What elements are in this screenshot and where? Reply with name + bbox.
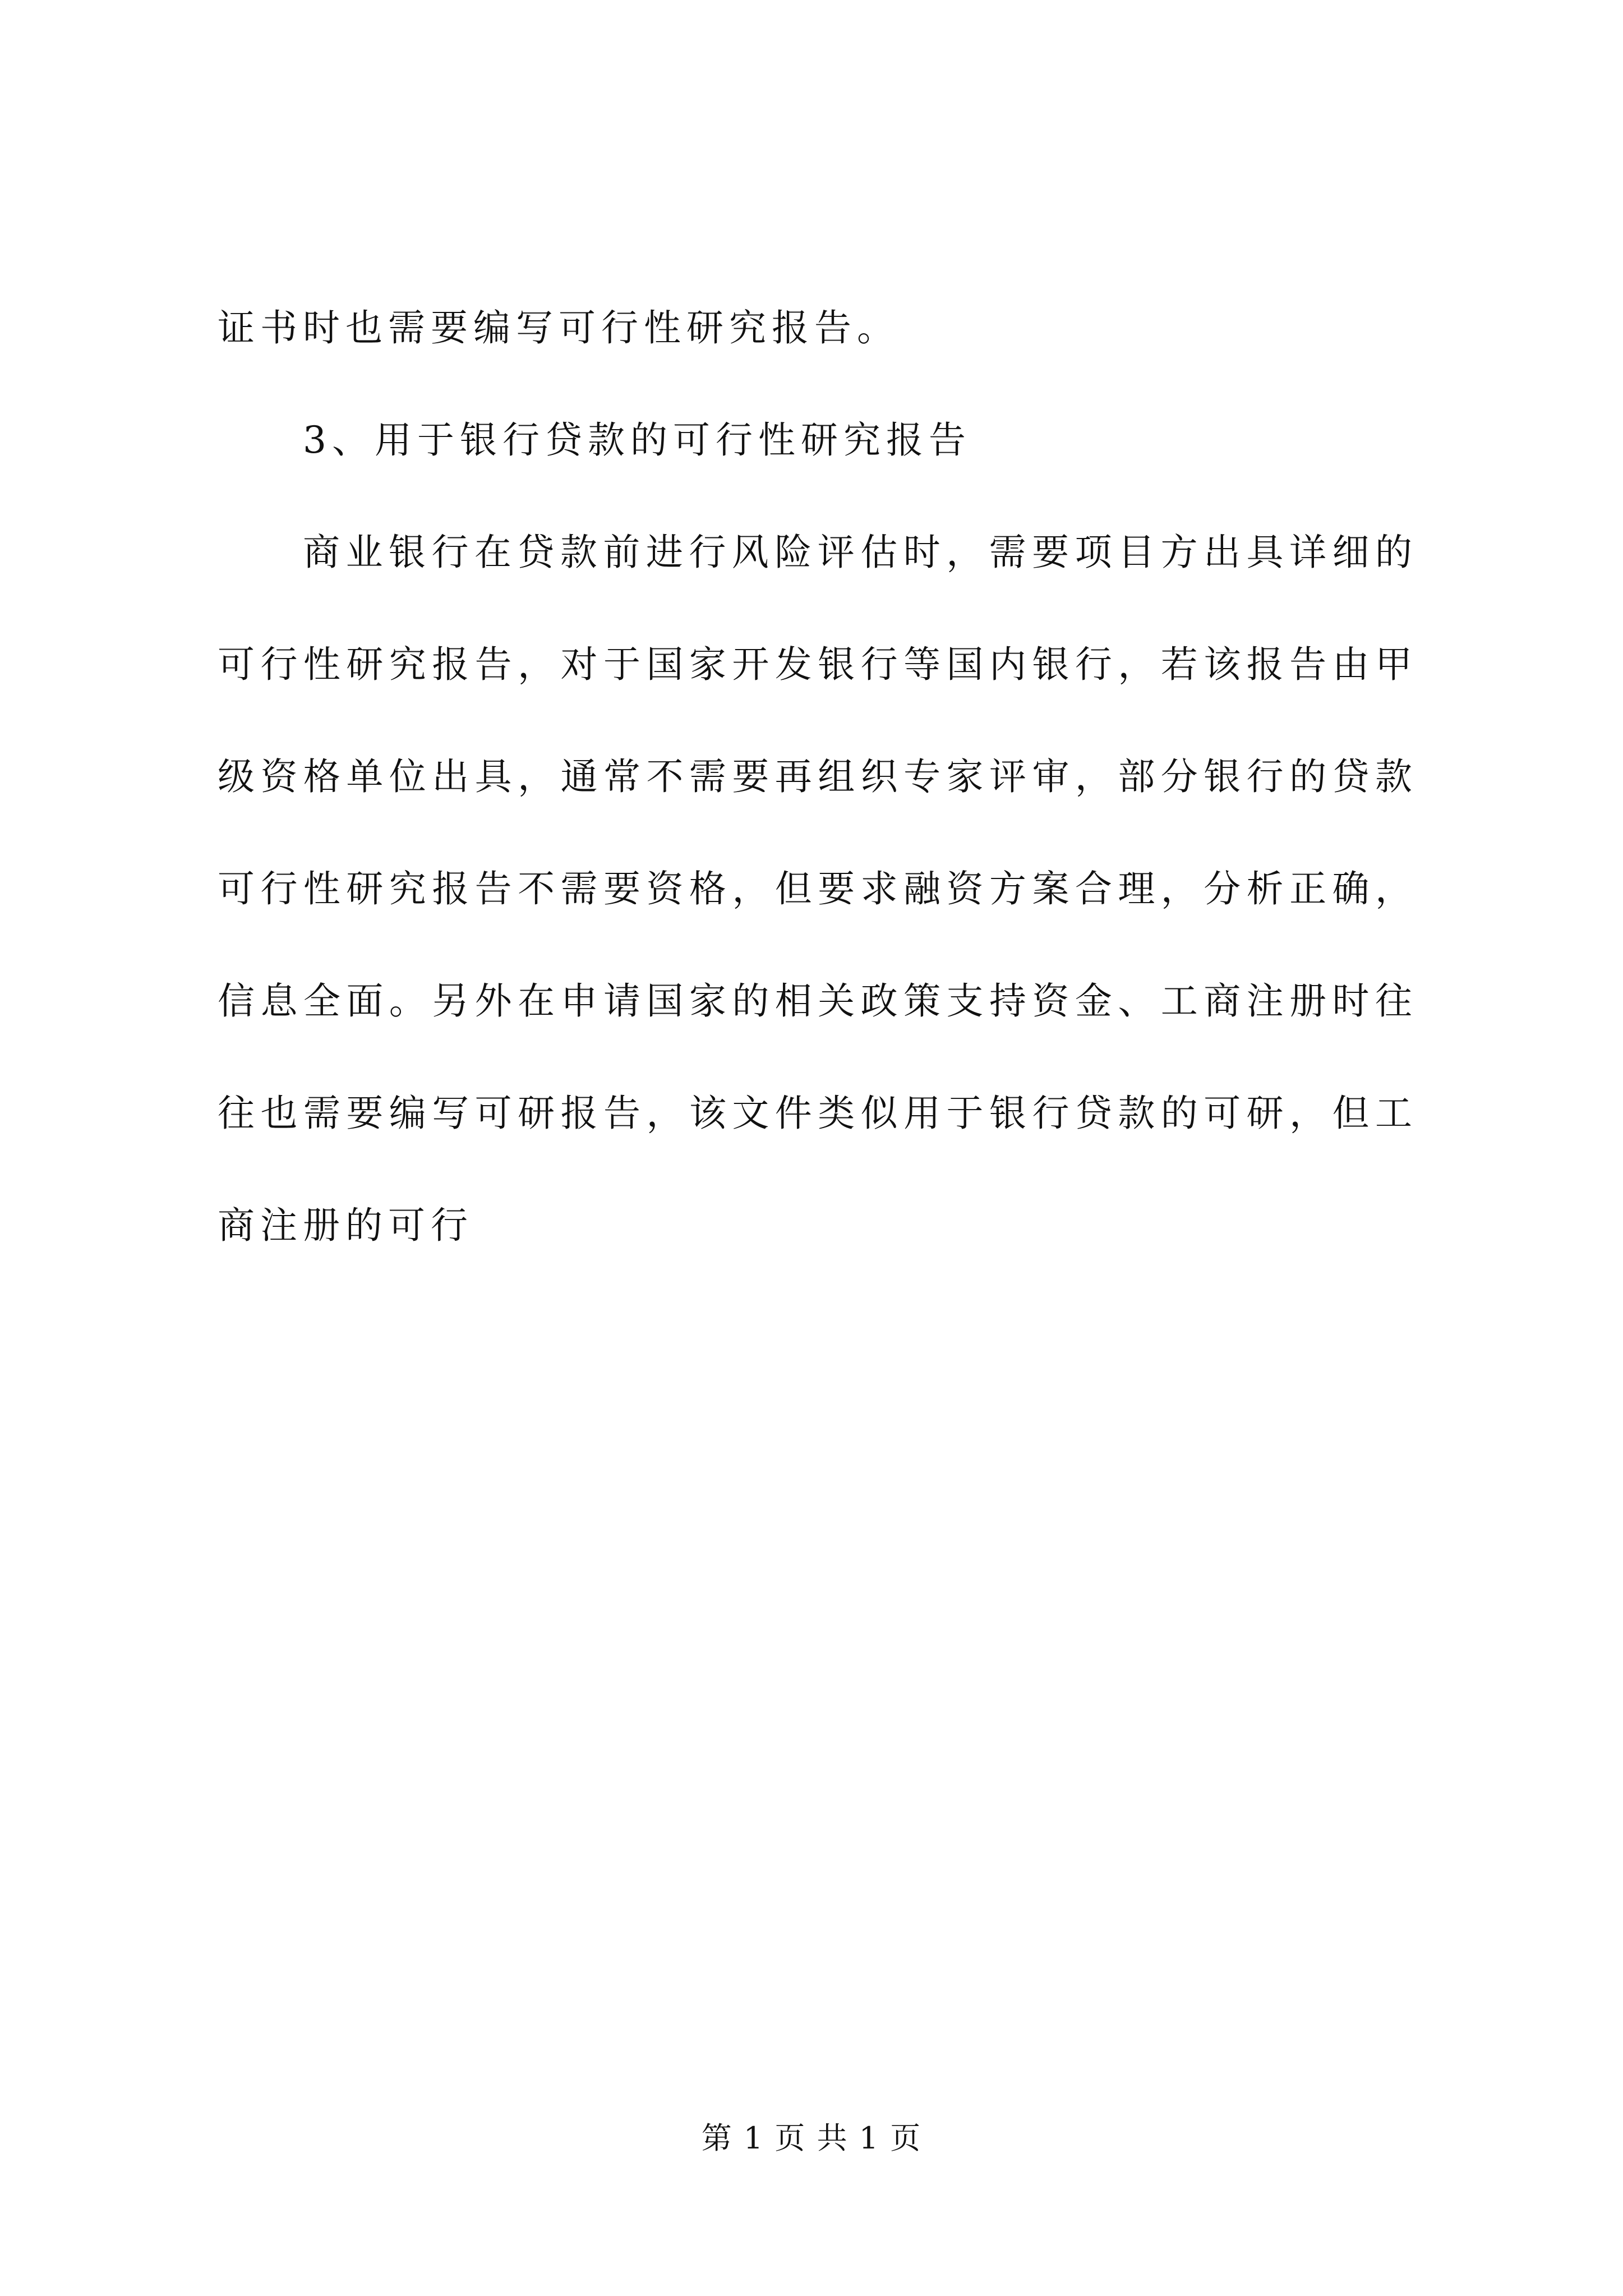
text-line: 可行性研究报告不需要资格，但要求融资方案合理，分析正确， xyxy=(218,867,1418,910)
text-line: 信息全面。另外在申请国家的相关政策支持资金、工商注册时往 xyxy=(218,979,1418,1023)
text-line: 级资格单位出具，通常不需要再组织专家评审，部分银行的贷款 xyxy=(218,755,1418,798)
text-line: 证书时也需要编写可行性研究报告。 xyxy=(218,306,900,349)
text-line: 往也需要编写可研报告，该文件类似用于银行贷款的可研，但工 xyxy=(218,1092,1418,1135)
body-text xyxy=(218,272,1418,1282)
page-number-footer: 第 1 页 共 1 页 xyxy=(701,2120,922,2156)
text-line: 可行性研究报告，对于国家开发银行等国内银行，若该报告由甲 xyxy=(218,643,1418,686)
text-line: 商注册的可行 xyxy=(218,1204,473,1247)
text-line: 商业银行在贷款前进行风险评估时，需要项目方出具详细的 xyxy=(303,531,1418,574)
section-heading: 3、用于银行贷款的可行性研究报告 xyxy=(303,418,971,462)
